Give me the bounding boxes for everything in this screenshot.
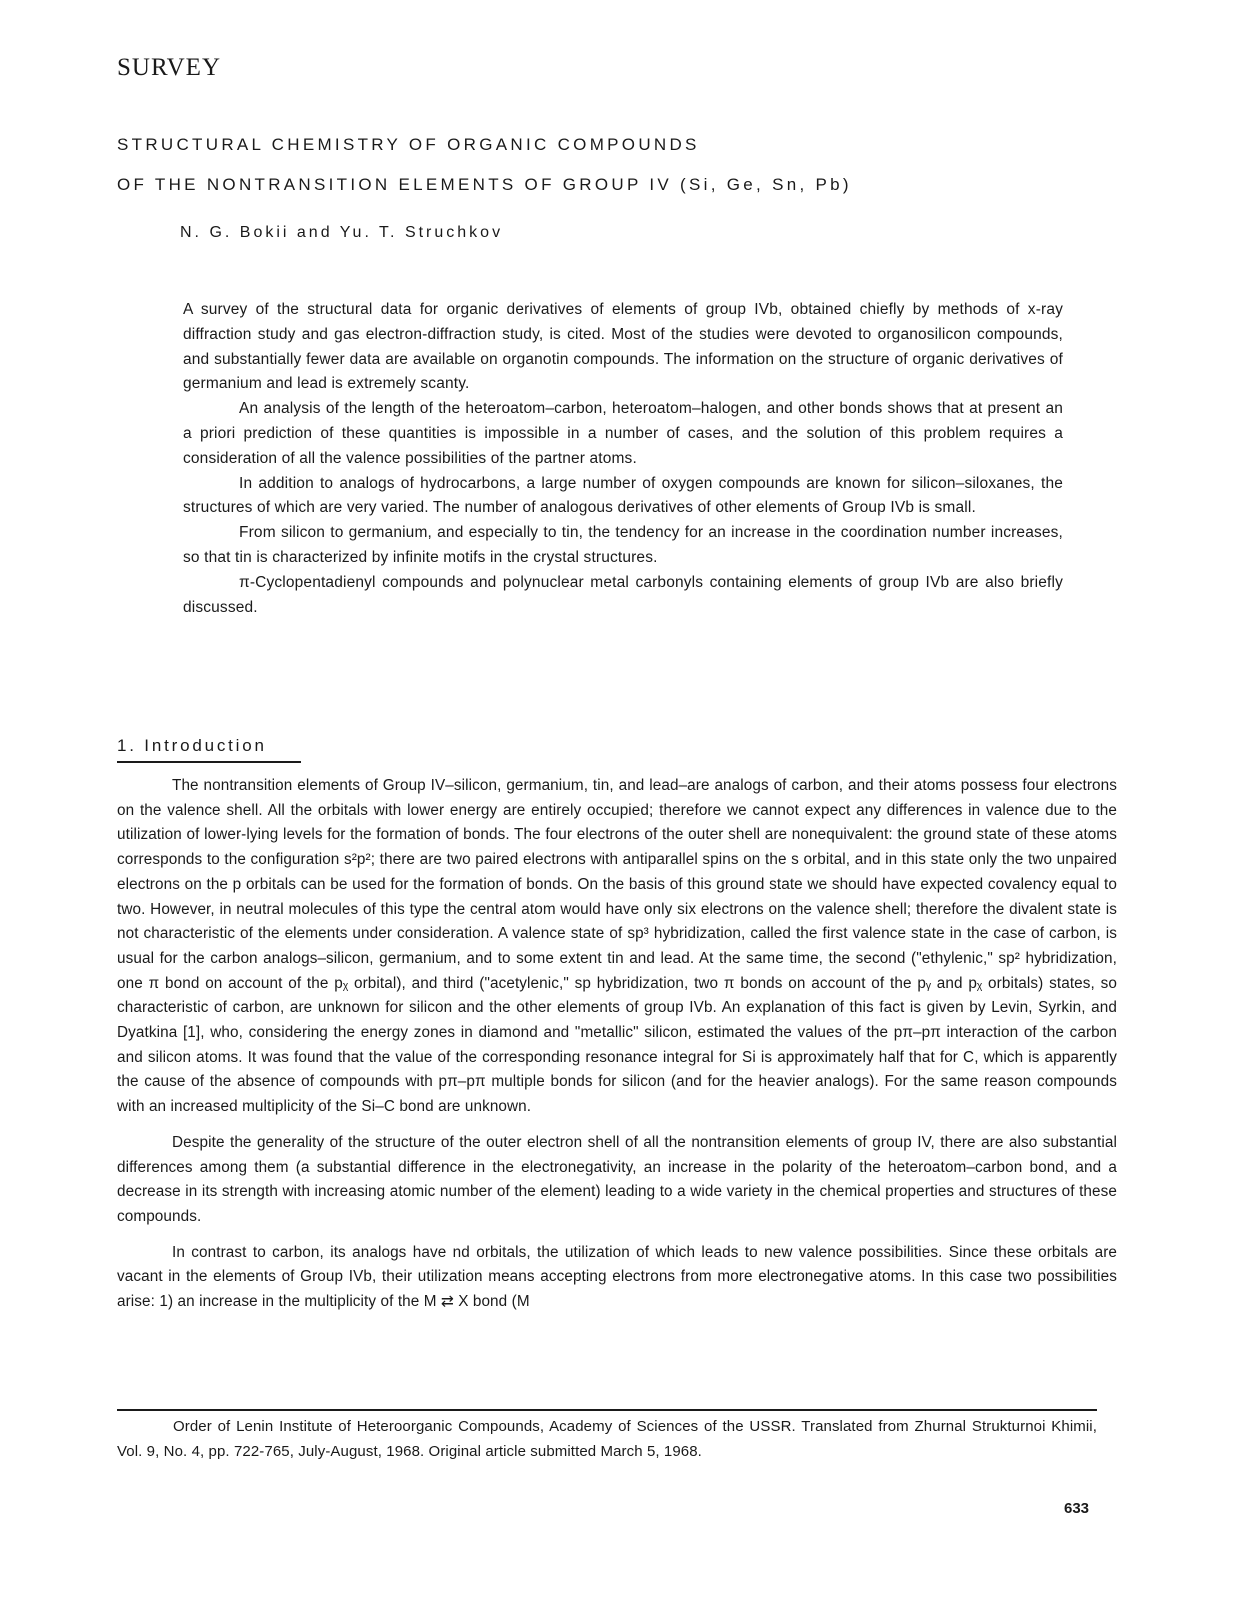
abstract-paragraph: An analysis of the length of the heteroatom–carbon, heteroatom–halogen, and other bonds shows that at present an a priori prediction of these quantities is impossible in a number of cases, and the solution of this problem requires a consideration of all the valence possibilities of the partner atoms. — [183, 400, 1063, 467]
abstract-paragraph: π-Cyclopentadienyl compounds and polynuclear metal carbonyls containing elements of group IVb are also briefly discussed. — [183, 573, 1063, 616]
body-paragraph: The nontransition elements of Group IV–silicon, germanium, tin, and lead–are analogs of carbon, and their atoms possess four electrons on the valence shell. All the orbitals with lower energy are entirely occupied; therefore we cannot expect any differences in valence due to the utilization of lower-lying levels for the formation of bonds. The four electrons of the outer shell are nonequivalent: the ground state of these atoms corresponds to the configuration s²p²; there are two paired electrons with antiparallel spins on the s orbital, and in this state only the two unpaired electrons on the p orbitals can be used for the formation of bonds. On the basis of this ground state we should have expected covalency equal to two. However, in neutral molecules of this type the central atom would have only six electrons on the valence shell; therefore the divalent state is not characteristic of the elements under consideration. A valence state of sp³ hybridization, called the first valence state in the case of carbon, is usual for the carbon analogs–silicon, germanium, and to some extent tin and lead. At the same time, the second ("ethylenic," sp² hybridization, one π bond on account of the pᵪ orbital), and third ("acetylenic," sp hybridization, two π bonds on account of the pᵧ and pᵪ orbitals) states, so characteristic of carbon, are unknown for silicon and the other elements of group IVb. An explanation of this fact is given by Levin, Syrkin, and Dyatkina [1], who, considering the energy zones in diamond and "metallic" silicon, estimated the values of the pπ–pπ interaction of the carbon and silicon atoms. It was found that the value of the corresponding resonance integral for Si is approximately half that for C, which is apparently the cause of the absence of compounds with pπ–pπ multiple bonds for silicon (and for the heavier analogs). For the same reason compounds with an increased multiplicity of the Si–C bond are unknown. — [117, 777, 1117, 1116]
abstract — [183, 298, 1063, 620]
body-paragraph: In contrast to carbon, its analogs have nd orbitals, the utilization of which leads to new valence possibilities. Since these orbitals are vacant in the elements of Group IVb, their utilization means accepting electrons from more electronegative atoms. In this case two possibilities arise: 1) an increase in the multiplicity of the M ⇄ X bond (M — [117, 1243, 1117, 1311]
page-number: 633 — [1064, 1500, 1090, 1517]
footnote-divider — [117, 1409, 1097, 1411]
article-title-line-1: STRUCTURAL CHEMISTRY OF ORGANIC COMPOUNDS — [117, 135, 700, 154]
abstract-paragraph: A survey of the structural data for organic derivatives of elements of group IVb, obtained chiefly by methods of x-ray diffraction study and gas electron-diffraction study, is cited. Most of the studies were devoted to organosilicon compounds, and substantially fewer data are available on organotin compounds. The information on the structure of organic derivatives of germanium and lead is extremely scanty. — [183, 301, 1063, 393]
article-title-line-2: OF THE NONTRANSITION ELEMENTS OF GROUP IV (Si, Ge, Sn, Pb) — [117, 175, 852, 194]
authors: N. G. Bokii and Yu. T. Struchkov — [180, 224, 504, 241]
footnote: Order of Lenin Institute of Heteroorganic Compounds, Academy of Sciences of the USSR. Translated from Zhurnal Strukturnoi Khimii, Vol. 9, No. 4, pp. 722-765, July-August, 1968. Original article submitted March 5, 1968. — [117, 1418, 1097, 1460]
abstract-paragraph: From silicon to germanium, and especially to tin, the tendency for an increase in the coordination number increases, so that tin is characterized by infinite motifs in the crystal structures. — [183, 524, 1063, 566]
abstract-paragraph: In addition to analogs of hydrocarbons, a large number of oxygen compounds are known for silicon–siloxanes, the structures of which are very varied. The number of analogous derivatives of other elements of Group IVb is small. — [183, 474, 1063, 517]
introduction-body — [117, 774, 1117, 1326]
section-heading-underline — [117, 761, 301, 763]
section-label: SURVEY — [117, 54, 222, 81]
section-heading-introduction: 1. Introduction — [117, 736, 267, 755]
body-paragraph: Despite the generality of the structure of the outer electron shell of all the nontransition elements of group IV, there are also substantial differences among them (a substantial difference in the electronegativity, an increase in the polarity of the heteroatom–carbon bond, and a decrease in its strength with increasing atomic number of the element) leading to a wide variety in the chemical properties and structures of these compounds. — [117, 1133, 1117, 1225]
